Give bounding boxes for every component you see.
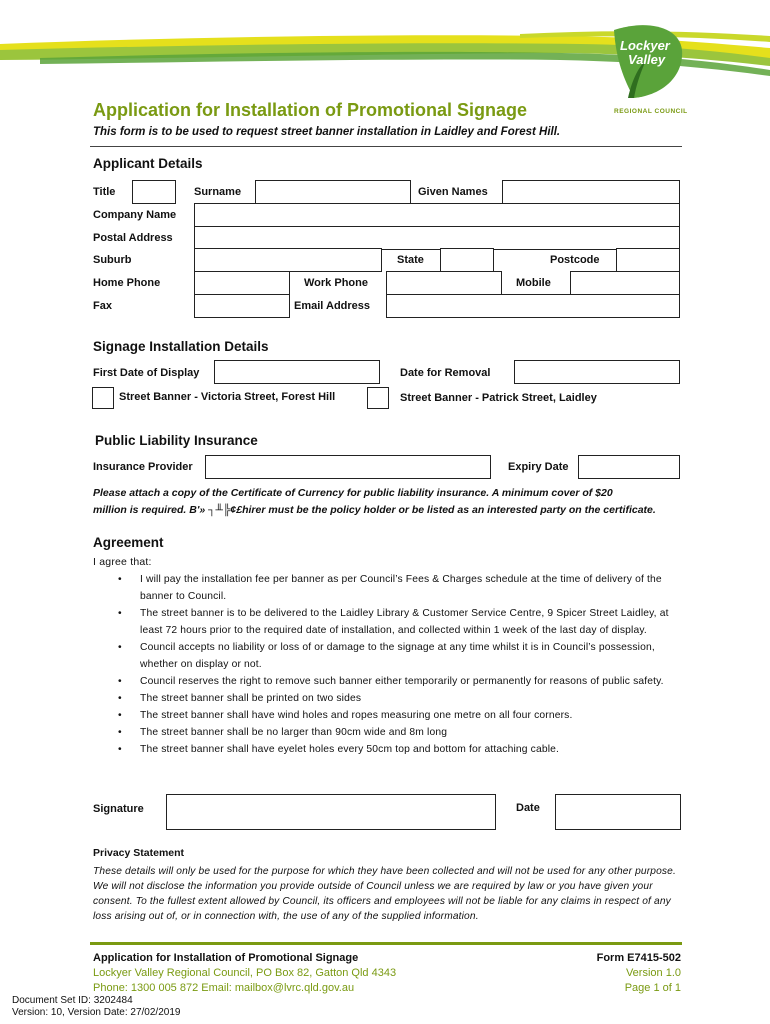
agreement-heading: Agreement — [93, 535, 164, 550]
patrick-street-label: Street Banner - Patrick Street, Laidley — [400, 392, 597, 404]
page-title: Application for Installation of Promotional Signage — [93, 100, 528, 120]
page-subtitle: This form is to be used to request street banner installation in Laidley and Forest Hill. — [93, 126, 561, 138]
insurance-heading: Public Liability Insurance — [95, 433, 258, 448]
agreement-item: • The street banner shall be no larger than 90cm wide and 8m long — [118, 724, 688, 741]
postal-field[interactable] — [194, 226, 680, 250]
expiry-date-label: Expiry Date — [508, 461, 569, 473]
fax-field[interactable] — [194, 294, 290, 318]
home-phone-field[interactable] — [194, 271, 290, 295]
surname-field[interactable] — [255, 180, 411, 204]
postcode-field[interactable] — [616, 248, 680, 272]
company-label: Company Name — [93, 209, 177, 221]
agreement-intro: I agree that: — [93, 556, 152, 568]
email-field[interactable] — [386, 294, 680, 318]
footer-address: Lockyer Valley Regional Council, PO Box 82, Gatton Qld 4343 — [93, 967, 397, 979]
work-phone-field[interactable] — [386, 271, 502, 295]
postcode-label: Postcode — [550, 254, 600, 266]
victoria-street-checkbox[interactable] — [92, 387, 114, 409]
signature-label: Signature — [93, 803, 144, 815]
company-field[interactable] — [194, 203, 680, 227]
surname-label: Surname — [194, 186, 242, 198]
agreement-item: • Council accepts no liability or loss of or damage to the signage at any time whilst it is in Council’s possession, whether on display or not. — [118, 639, 688, 673]
state-field[interactable] — [440, 248, 494, 272]
removal-date-label: Date for Removal — [400, 367, 491, 379]
document-set-id: Document Set ID: 3202484 — [12, 995, 133, 1006]
agreement-item: • The street banner shall be printed on two sides — [118, 690, 688, 707]
state-label: State — [397, 254, 424, 266]
footer-contact: Phone: 1300 005 872 Email: mailbox@lvrc.qld.gov.au — [93, 982, 355, 994]
insurance-note-line2: million is required. B'» ┐╨╠¢£hirer must be the policy holder or be listed as an interested party on the certificate. — [93, 504, 656, 516]
email-label: Email Address — [294, 300, 371, 312]
agreement-item: • I will pay the installation fee per banner as per Council’s Fees & Charges schedule at the time of delivery of the banner to Council. — [118, 571, 688, 605]
victoria-street-label: Street Banner - Victoria Street, Forest Hill — [119, 391, 336, 403]
council-logo — [604, 20, 688, 118]
applicant-heading: Applicant Details — [93, 156, 203, 171]
provider-field[interactable] — [205, 455, 491, 479]
given-names-label: Given Names — [418, 186, 488, 198]
first-date-field[interactable] — [214, 360, 380, 384]
fax-label: Fax — [93, 300, 112, 312]
title-field[interactable] — [132, 180, 176, 204]
footer-version: Version 1.0 — [625, 967, 681, 979]
postal-label: Postal Address — [93, 232, 173, 244]
footer-form-number: Form E7415-502 — [596, 952, 681, 964]
work-phone-label: Work Phone — [304, 277, 368, 289]
privacy-heading: Privacy Statement — [93, 847, 185, 859]
agreement-item: • The street banner is to be delivered to the Laidley Library & Customer Service Centre, 9 Spicer Street Laidley, at least 72 hours prior to the required date of installation, and collected within 1 week of the last day of display. — [118, 605, 688, 639]
footer-form-title: Application for Installation of Promotional Signage — [93, 952, 359, 964]
mobile-field[interactable] — [570, 271, 680, 295]
date-label: Date — [516, 802, 540, 814]
signature-date-field[interactable] — [555, 794, 681, 830]
title-label: Title — [93, 186, 116, 198]
mobile-label: Mobile — [516, 277, 551, 289]
header-divider — [90, 146, 682, 147]
logo-text-valley: Valley — [628, 52, 666, 67]
agreement-item: • Council reserves the right to remove such banner either temporarily or permanently for reasons of public safety. — [118, 673, 688, 690]
given-names-field[interactable] — [502, 180, 680, 204]
first-date-label: First Date of Display — [93, 367, 200, 379]
agreement-list — [118, 571, 688, 758]
document-version: Version: 10, Version Date: 27/02/2019 — [12, 1007, 181, 1018]
footer-divider — [90, 942, 682, 945]
agreement-item: • The street banner shall have eyelet holes every 50cm top and bottom for attaching cable. — [118, 741, 688, 758]
signature-field[interactable] — [166, 794, 496, 830]
logo-subtext: REGIONAL COUNCIL — [614, 108, 688, 115]
privacy-text: These details will only be used for the purpose for which they have been collected and will not be used for any other purpose. We will not disclose the information you provide outside of Council unless we are required by law or you have given your consent. To the fullest extent allowed by Council, its officers and employees will not be liable for any claims in respect of any loss arising out of, or in connection with, the use of any of the supplied information. — [93, 866, 676, 922]
removal-date-field[interactable] — [514, 360, 680, 384]
suburb-field[interactable] — [194, 248, 382, 272]
patrick-street-checkbox[interactable] — [367, 387, 389, 409]
signage-heading: Signage Installation Details — [93, 339, 269, 354]
suburb-label: Suburb — [93, 254, 132, 266]
provider-label: Insurance Provider — [93, 461, 193, 473]
insurance-note-line1: Please attach a copy of the Certificate of Currency for public liability insurance. A minimum cover of $20 — [93, 487, 613, 499]
expiry-date-field[interactable] — [578, 455, 680, 479]
home-phone-label: Home Phone — [93, 277, 161, 289]
logo-text-lockyer: Lockyer — [620, 38, 670, 53]
agreement-item: • The street banner shall have wind holes and ropes measuring one metre on all four corners. — [118, 707, 688, 724]
footer-page-number: Page 1 of 1 — [624, 982, 681, 994]
